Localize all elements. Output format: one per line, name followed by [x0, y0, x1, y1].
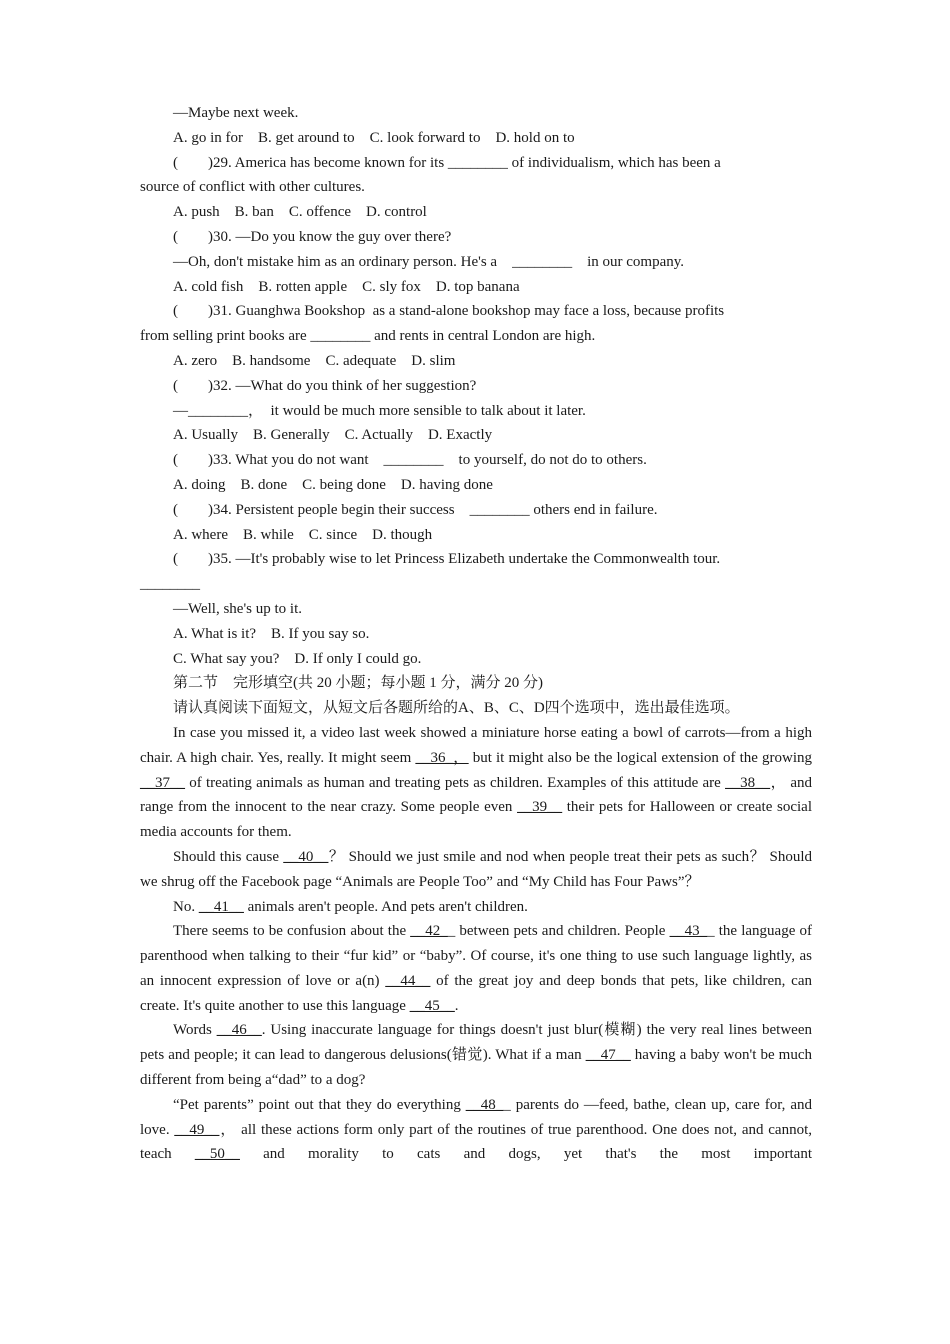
blank-45: __45__	[409, 997, 455, 1014]
answer-options-35: A. What is it? B. If you say so.	[173, 625, 370, 642]
dialogue-line: —________， it would be much more sensible to talk about it later.	[173, 402, 586, 419]
blank-50: __50__	[194, 1146, 240, 1163]
section-instructions: 请认真阅读下面短文，从短文后各题所给的A、B、C、D四个选项中，选出最佳选项。	[173, 700, 740, 717]
passage-paragraph: No. __41__ animals aren't people. And pets aren't children.	[173, 898, 528, 915]
question-31: ( )31. Guanghwa Bookshop as a stand-alone bookshop may face a loss, because profits from selling print books are ________ and rents in central London are high.	[140, 303, 725, 345]
answer-options-28: A. go in for B. get around to C. look forward to D. hold on to	[173, 129, 575, 146]
blank-49: __49__	[174, 1121, 220, 1138]
blank-42: __42_	[410, 923, 448, 940]
passage-paragraph: Words __46__. Using inaccurate language for things doesn't just blur(模糊) the very real lines between pets and people; it can lead to dangerous delusions(错觉). What if a man __47__ having a baby won't be much different from being a“dad” to a dog?	[140, 1022, 813, 1089]
question-30: ( )30. —Do you know the guy over there?	[173, 228, 452, 245]
answer-options-30: A. cold fish B. rotten apple C. sly fox D. top banana	[173, 278, 520, 295]
dialogue-line: —Oh, don't mistake him as an ordinary person. He's a ________ in our company.	[173, 253, 685, 270]
blank-39: __39__	[517, 799, 563, 816]
blank-41: __41__	[198, 898, 244, 915]
blank-44: __44__	[385, 972, 431, 989]
blank-36: __36_，	[415, 749, 469, 766]
exam-page	[140, 101, 812, 1167]
blank-40: __40__	[283, 848, 329, 865]
dialogue-line: —Maybe next week.	[173, 105, 299, 121]
blank-47: __47__	[585, 1047, 631, 1064]
blank-46: __46__	[216, 1022, 262, 1039]
blank-37: __37__	[140, 774, 185, 791]
blank-43: __43_	[669, 923, 708, 940]
answer-options-31: A. zero B. handsome C. adequate D. slim	[173, 352, 456, 369]
answer-options-29: A. push B. ban C. offence D. control	[173, 204, 427, 221]
blank-38: __38__	[725, 774, 771, 791]
question-35: ( )35. —It's probably wise to let Princess Elizabeth undertake the Commonwealth tour. ________	[140, 551, 721, 593]
section-heading: 第二节 完形填空(共 20 小题；每小题 1 分，满分 20 分)	[173, 675, 543, 692]
answer-options-34: A. where B. while C. since D. though	[173, 526, 433, 543]
passage-paragraph: “Pet parents” point out that they do everything __48__ parents do —feed, bathe, clean up, care for, and love. __49__， all these actions form only part of the routines of true parenthood. One does not, and cannot, teach __50__ and morality to cats and dogs, yet that's the most important	[140, 1096, 813, 1163]
passage-paragraph: There seems to be confusion about the __42__ between pets and children. People __43__ the language of parenthood when talking to their “fur kid” or “baby”. Of course, it's one thing to use such language lightly, as an innocent expression of love or a(n) __44__ of the great joy and deep bonds that pets, like children, can create. It's quite another to use this language __45__.	[140, 923, 812, 1014]
question-34: ( )34. Persistent people begin their success ________ others end in failure.	[173, 501, 658, 518]
blank-48: __48_	[465, 1096, 504, 1113]
answer-options-32: A. Usually B. Generally C. Actually D. Exactly	[173, 427, 493, 444]
question-33: ( )33. What you do not want ________ to yourself, do not do to others.	[173, 452, 647, 469]
passage-paragraph: In case you missed it, a video last week showed a miniature horse eating a bowl of carrots—from a high chair. A high chair. Yes, really. It might seem __36_， but it might also be the logical extension of the growing __37__ of treating animals as human and treating pets as children. Examples of this attitude are __38__， and range from the innocent to the near crazy. Some people even __39__ their pets for Halloween or create social media accounts for them.	[140, 724, 812, 841]
passage-paragraph: Should this cause __40__？ Should we just smile and nod when people treat their pets as such？ Should we shrug off the Facebook page “Animals are People Too” and “My Child has Four Paws”？	[140, 848, 812, 890]
question-32: ( )32. —What do you think of her suggestion?	[173, 377, 477, 394]
question-29: ( )29. America has become known for its ________ of individualism, which has been a source of conflict with other cultures.	[140, 154, 721, 196]
dialogue-line: —Well, she's up to it.	[173, 600, 302, 617]
answer-options-35: C. What say you? D. If only I could go.	[173, 650, 422, 667]
answer-options-33: A. doing B. done C. being done D. having done	[173, 476, 493, 493]
